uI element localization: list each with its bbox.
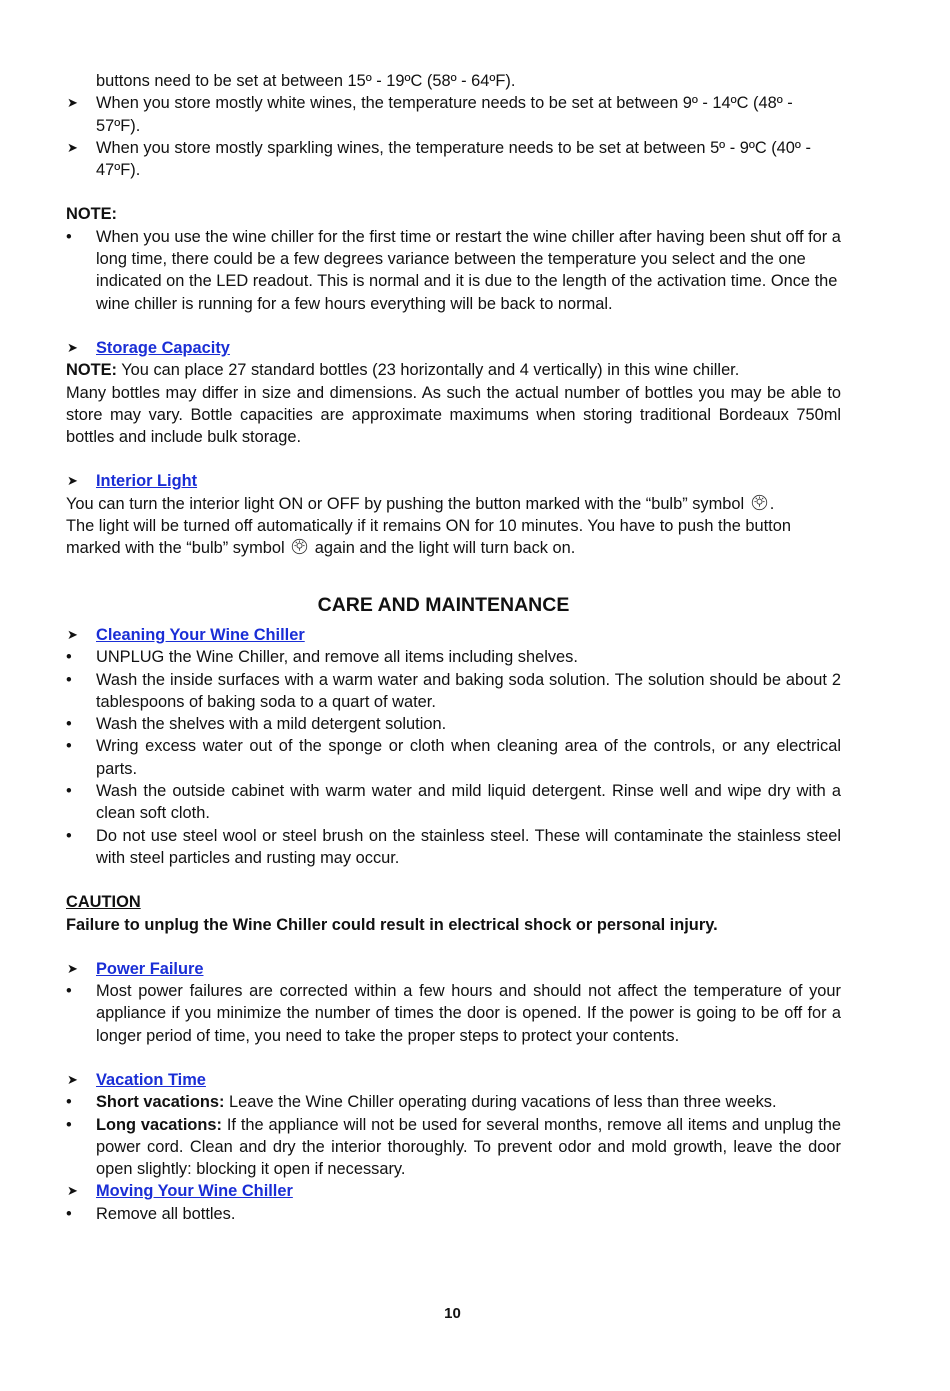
power-failure-link[interactable]: Power Failure xyxy=(96,959,204,978)
storage-paragraph: Many bottles may differ in size and dimensions. As such the actual number of bottles you may be able to store may vary. Bottle capacities are approximate maximums when storing traditional Bordeaux 750ml bottles and include bulk storage. xyxy=(66,383,841,447)
bullet-icon: • xyxy=(66,737,72,756)
bullet-icon: • xyxy=(66,227,72,246)
short-vacation-item xyxy=(66,1091,841,1113)
long-vacation-text: If the appliance will not be used for several months, remove all items and unplug the power cord. Clean and dry the interior thoroughly. To prevent odor and mold growth, leave the door open slightly: blocking it open if necessary. xyxy=(96,1115,841,1179)
light-paragraph-2 xyxy=(66,515,841,560)
light-text-2: The light will be turned off automatically if it remains ON for 10 minutes. You have to push the button marked with the “bulb” symbol xyxy=(66,517,791,558)
bullet-icon: • xyxy=(66,826,72,845)
note-item xyxy=(66,226,841,315)
short-vacation-label: Short vacations: xyxy=(96,1093,225,1112)
storage-note-label: NOTE: xyxy=(66,361,117,380)
long-vacation-label: Long vacations: xyxy=(96,1115,222,1134)
cleaning-item xyxy=(66,646,841,668)
light-text-1: You can turn the interior light ON or OFF by pushing the button marked with the “bulb” symbol xyxy=(66,494,745,513)
bullet-icon: • xyxy=(66,1093,72,1112)
moving-item-text: Remove all bottles. xyxy=(96,1204,236,1223)
bullet-icon: • xyxy=(66,782,72,801)
long-vacation-item xyxy=(66,1114,841,1181)
power-failure-heading xyxy=(66,958,841,980)
arrow-bullet-icon: ➤ xyxy=(67,960,78,976)
white-wine-item xyxy=(66,92,841,137)
arrow-bullet-icon: ➤ xyxy=(67,139,78,155)
arrow-bullet-icon: ➤ xyxy=(67,1071,78,1087)
document-page xyxy=(66,70,841,1225)
bullet-icon: • xyxy=(66,670,72,689)
cleaning-item-text: Wash the outside cabinet with warm water and mild liquid detergent. Rinse well and wipe dry with a clean soft cloth. xyxy=(96,782,841,823)
care-maintenance-title: CARE AND MAINTENANCE xyxy=(317,593,570,616)
moving-item xyxy=(66,1203,841,1225)
sparkling-wine-item xyxy=(66,137,841,182)
cleaning-item xyxy=(66,825,841,870)
caution-text: Failure to unplug the Wine Chiller could result in electrical shock or personal injury. xyxy=(66,915,718,934)
bulb-icon xyxy=(291,538,308,555)
cleaning-item xyxy=(66,669,841,714)
arrow-bullet-icon: ➤ xyxy=(67,95,78,111)
cleaning-heading xyxy=(66,624,841,646)
arrow-bullet-icon: ➤ xyxy=(67,626,78,642)
light-paragraph-1 xyxy=(66,493,841,515)
cleaning-item-text: Wring excess water out of the sponge or cloth when cleaning area of the controls, or any electrical parts. xyxy=(96,737,841,778)
interior-light-link[interactable]: Interior Light xyxy=(96,472,198,491)
moving-heading xyxy=(66,1180,841,1202)
bullet-icon: • xyxy=(66,648,72,667)
vacation-heading xyxy=(66,1069,841,1091)
red-wine-continuation: buttons need to be set at between 15º - 19ºC (58º - 64ºF). xyxy=(96,72,516,90)
bulb-icon xyxy=(751,494,768,511)
cleaning-item xyxy=(66,780,841,825)
cleaning-item-text: UNPLUG the Wine Chiller, and remove all items including shelves. xyxy=(96,648,578,667)
power-failure-item xyxy=(66,980,841,1047)
cleaning-item-text: Do not use steel wool or steel brush on the stainless steel. These will contaminate the stainless steel with steel particles and rusting may occur. xyxy=(96,826,841,867)
storage-note-text: You can place 27 standard bottles (23 horizontally and 4 vertically) in this wine chiller. xyxy=(117,361,740,380)
bullet-icon: • xyxy=(66,1115,72,1134)
storage-note xyxy=(66,359,841,381)
bullet-icon: • xyxy=(66,982,72,1001)
caution-heading: CAUTION xyxy=(66,893,141,912)
storage-capacity-heading xyxy=(66,337,841,359)
cleaning-link[interactable]: Cleaning Your Wine Chiller xyxy=(96,625,305,644)
white-wine-text: When you store mostly white wines, the temperature needs to be set at between 9º - 14ºC (48º - 57ºF). xyxy=(96,94,793,135)
moving-link[interactable]: Moving Your Wine Chiller xyxy=(96,1182,293,1201)
short-vacation-text: Leave the Wine Chiller operating during vacations of less than three weeks. xyxy=(224,1093,777,1112)
note-heading: NOTE: xyxy=(66,205,117,224)
page-number: 10 xyxy=(444,1305,461,1322)
arrow-bullet-icon: ➤ xyxy=(67,473,78,489)
sparkling-wine-text: When you store mostly sparkling wines, the temperature needs to be set at between 5º - 9ºC (40º - 47ºF). xyxy=(96,138,811,180)
storage-capacity-link[interactable]: Storage Capacity xyxy=(96,338,230,357)
power-failure-text: Most power failures are corrected within a few hours and should not affect the temperature of your appliance if you minimize the number of times the door is opened. If the power is going to be off for a longer period of time, you need to take the proper steps to protect your contents. xyxy=(96,982,841,1045)
arrow-bullet-icon: ➤ xyxy=(67,1183,78,1199)
cleaning-item-text: Wash the shelves with a mild detergent solution. xyxy=(96,715,447,734)
vacation-link[interactable]: Vacation Time xyxy=(96,1070,206,1089)
arrow-bullet-icon: ➤ xyxy=(67,339,78,355)
note-text: When you use the wine chiller for the first time or restart the wine chiller after having been shut off for a long time, there could be a few degrees variance between the temperature you select and the one indicated on the LED readout. This is normal and it is due to the length of the activation time. Once the wine chiller is running for a few hours everything will be back to normal. xyxy=(96,227,841,313)
bullet-icon: • xyxy=(66,715,72,734)
cleaning-item-text: Wash the inside surfaces with a warm water and baking soda solution. The solution should be about 2 tablespoons of baking soda to a quart of water. xyxy=(96,670,841,711)
light-text-1-end: . xyxy=(769,494,775,513)
cleaning-item xyxy=(66,713,841,735)
light-text-2-end: again and the light will turn back on. xyxy=(310,539,576,558)
interior-light-heading xyxy=(66,470,841,492)
cleaning-item xyxy=(66,735,841,780)
bullet-icon: • xyxy=(66,1204,72,1223)
